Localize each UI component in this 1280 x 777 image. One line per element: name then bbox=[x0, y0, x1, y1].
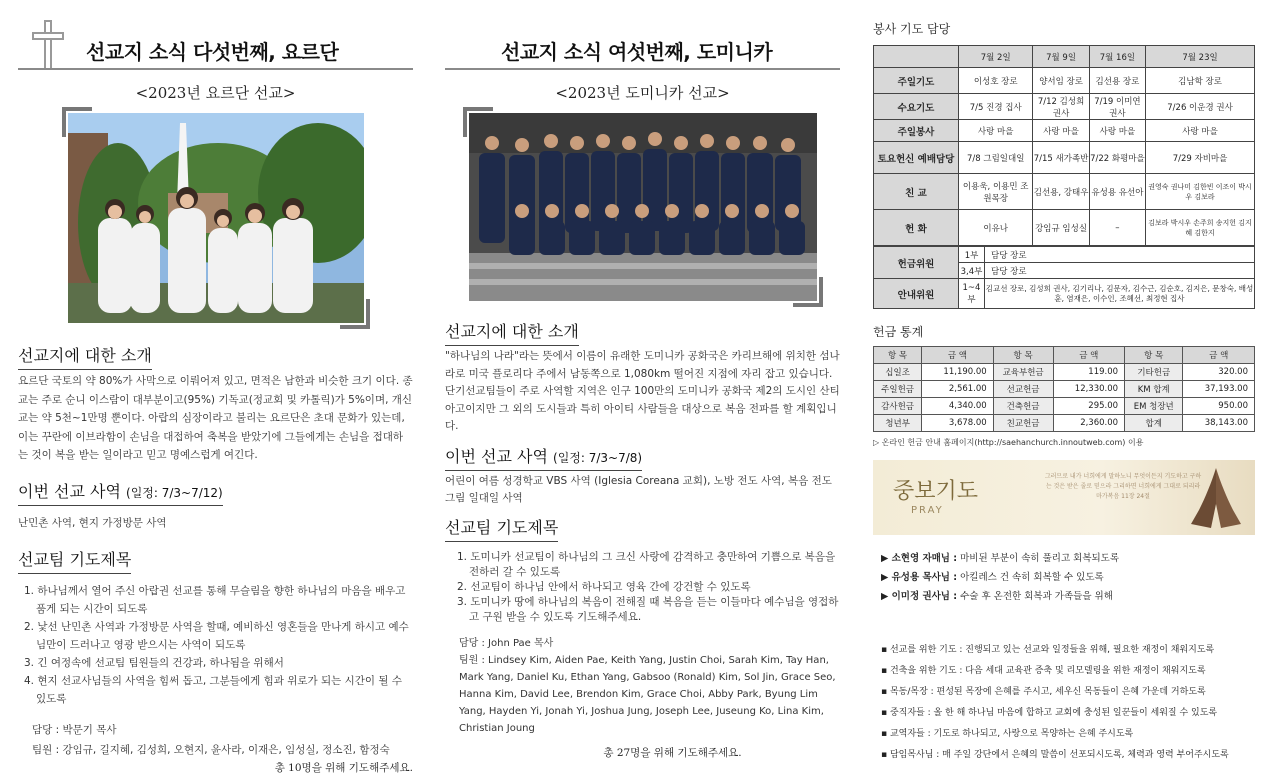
dominica-work-heading bbox=[445, 444, 642, 471]
stats-cell: EM 청장년 bbox=[1125, 398, 1183, 415]
stats-cell: 295.00 bbox=[1053, 398, 1125, 415]
stats-cell: 주일헌금 bbox=[874, 381, 922, 398]
stats-header: 금 액 bbox=[1053, 347, 1125, 364]
table-row bbox=[874, 347, 1255, 364]
duty-cell: 권영숙 권나미 김한빈 이조이 박시우 김보라 bbox=[1146, 174, 1255, 210]
stats-cell: KM 합계 bbox=[1125, 381, 1183, 398]
stats-header: 항 목 bbox=[993, 347, 1053, 364]
banner-subtitle: PRAY bbox=[911, 505, 944, 516]
duty-cell: 김보라 박시우 손주희 송지헌 김지혜 김한지 bbox=[1146, 210, 1255, 246]
duty-date: 7월 16일 bbox=[1089, 46, 1145, 68]
stats-cell: 3,678.00 bbox=[922, 415, 994, 432]
offering-label: 헌금위원 bbox=[874, 247, 959, 279]
stats-cell: 선교헌금 bbox=[993, 381, 1053, 398]
duty-row-label: 헌 화 bbox=[874, 210, 959, 246]
dominica-intro-heading: 선교지에 대한 소개 bbox=[445, 319, 579, 346]
duty-row-label: 주일봉사 bbox=[874, 120, 959, 142]
stats-header: 항 목 bbox=[1125, 347, 1183, 364]
jordan-team-photo bbox=[68, 113, 364, 323]
stats-cell: 2,561.00 bbox=[922, 381, 994, 398]
duty-heading: 봉사 기도 담당 bbox=[873, 22, 951, 36]
duty-cell: 유성용 유선아 bbox=[1089, 174, 1145, 210]
jordan-title: 선교지 소식 다섯번째, 요르단 bbox=[86, 40, 339, 64]
table-row bbox=[874, 68, 1255, 94]
duty-row-label: 수요기도 bbox=[874, 94, 959, 120]
duty-cell: 7/5 진경 집사 bbox=[959, 94, 1033, 120]
dominica-subtitle: <2023년 도미니카 선교> bbox=[555, 84, 730, 102]
duty-row-label: 토요헌신 예배담당 bbox=[874, 142, 959, 174]
jordan-work-section bbox=[18, 465, 413, 533]
jordan-prayer-list bbox=[18, 582, 413, 708]
stats-cell: 320.00 bbox=[1183, 364, 1255, 381]
list-item: 4. 현지 선교사님들의 사역을 힘써 돕고, 그분들에게 힘과 위로가 되는 시간이 될 수 있도록 bbox=[24, 674, 402, 705]
dominica-members: 팀원 : Lindsey Kim, Aiden Pae, Keith Yang, Justin Choi, Sarah Kim, Tay Han, Mark Yang, Daniel Ku, Ethan Yang, Gabsoo (Ronald) Kim, Sol Jin, Grace Seo, Hanna Kim, David Lee, Brendon Kim, Grace Choi, Abby Park, Byung Lim Yang, Hayden Yi, Jonah Yi, Joshua Jung, Joseph Lee, Juseung Ko, Lina Kim, Christian Joung bbox=[459, 654, 836, 734]
stats-cell: 950.00 bbox=[1183, 398, 1255, 415]
stats-header: 항 목 bbox=[874, 347, 922, 364]
stats-cell: 감사헌금 bbox=[874, 398, 922, 415]
stats-cell: 12,330.00 bbox=[1053, 381, 1125, 398]
duty-cell: 7/15 새가족반 bbox=[1033, 142, 1089, 174]
church-info-column bbox=[873, 0, 1255, 766]
jordan-title-bar bbox=[18, 0, 413, 72]
duty-row-label: 주일기도 bbox=[874, 68, 959, 94]
duty-cell: – bbox=[1089, 210, 1145, 246]
duty-cell: 7/26 이운경 권사 bbox=[1146, 94, 1255, 120]
banner-verse: 그러므로 내가 너희에게 말하노니 무엇이든지 기도하고 구하는 것은 받은 줄로 믿으라 그리하면 너희에게 그대로 되리라 마가복음 11장 24절 bbox=[1044, 473, 1202, 500]
sick-text: 아킬레스 건 속히 회복할 수 있도록 bbox=[957, 572, 1104, 583]
cross-icon bbox=[32, 20, 64, 70]
duty-cell: 김선용, 강태우 bbox=[1033, 174, 1089, 210]
dominica-work-text: 어린이 여름 성경학교 VBS 사역 (Iglesia Coreana 교회), 노방 전도 사역, 복음 전도 그림 일대일 사역 bbox=[445, 474, 832, 504]
dominica-title: 선교지 소식 여섯번째, 도미니카 bbox=[501, 40, 773, 64]
list-item bbox=[881, 587, 1255, 606]
table-row bbox=[874, 279, 1255, 309]
list-item bbox=[881, 549, 1255, 568]
dominica-leader: 담당 : John Pae 목사 bbox=[459, 637, 554, 649]
stats-cell: 4,340.00 bbox=[922, 398, 994, 415]
sick-text: 수술 후 온전한 회복과 가족들을 위해 bbox=[957, 591, 1113, 602]
sick-name: ▶ 유성용 목사님 : bbox=[881, 572, 958, 583]
duty-date: 7월 9일 bbox=[1033, 46, 1089, 68]
dominica-photo-frame bbox=[469, 113, 817, 301]
prayer-request-list bbox=[873, 640, 1255, 766]
jordan-prayer-section bbox=[18, 533, 413, 708]
work-heading-label: 이번 선교 사역 bbox=[18, 481, 121, 501]
list-item: ▪ 중직자들 : 올 한 해 하나님 마음에 합하고 교회에 충성된 일꾼들이 세워질 수 있도록 bbox=[881, 708, 1218, 718]
duty-cell: 7/29 자비마을 bbox=[1146, 142, 1255, 174]
dominica-intro-text: "하나님의 나라"라는 뜻에서 이름이 유래한 도미니카 공화국은 카리브해에 위치한 섬나라로 미국 플로리다 주에서 남동쪽으로 1,080km 떨어진 지점에 자리 잡고 있습니다. 단기선교팀들이 주로 사역할 지역은 인구 100만의 도미니카 공화국 제2의 도시인 산티아고이지만 그 외의 도시들과 특히 아이티 사람들을 대상으로 복음 전파를 할 계획입니다. bbox=[445, 350, 840, 432]
table-row bbox=[874, 415, 1255, 432]
jordan-work-heading bbox=[18, 479, 223, 506]
list-item: ▪ 목동/목장 : 편성된 목장에 은혜를 주시고, 세우신 목동들이 은혜 가운데 거하도록 bbox=[881, 687, 1206, 697]
list-item: 2. 낯선 난민촌 사역과 가정방문 사역을 할때, 예비하신 영혼들을 만나게 하시고 예수님만이 드러나고 영광 받으시는 사역이 되도록 bbox=[24, 620, 409, 651]
table-row bbox=[874, 210, 1255, 246]
jordan-work-text: 난민촌 사역, 현지 가정방문 사역 bbox=[18, 516, 167, 529]
online-offering-note: ▷ 온라인 헌금 안내 홈페이지(http://saehanchurch.innoutweb.com) 이용 bbox=[873, 438, 1144, 447]
offering-part: 1부 bbox=[959, 247, 985, 263]
frame-corner bbox=[463, 107, 493, 137]
duty-table bbox=[873, 45, 1255, 246]
stats-cell: 11,190.00 bbox=[922, 364, 994, 381]
title-divider bbox=[445, 68, 840, 70]
offering-part: 3,4부 bbox=[959, 263, 985, 279]
work-heading-label: 이번 선교 사역 bbox=[445, 446, 548, 466]
title-divider bbox=[18, 68, 413, 70]
list-item: 2. 선교팀이 하나님 안에서 하나되고 영육 간에 강건할 수 있도록 bbox=[457, 580, 751, 593]
table-row bbox=[874, 398, 1255, 415]
table-row bbox=[874, 94, 1255, 120]
intercession-banner bbox=[873, 460, 1255, 535]
sick-name: ▶ 이미정 권사님 : bbox=[881, 591, 958, 602]
jordan-intro-text: 요르단 국토의 약 80%가 사막으로 이뤄어져 있고, 면적은 남한과 비슷한 크기 이다. 종교는 주로 순니 이스람이 대부분이고(95%) 기독교(정교회 및 카톨릭)가 5%이며, 개신교는 약 5천~1만명 뿐이다. 아랍의 심장이라고 불리는 요르단은 초대 문화가 있는데, 이는 꾸란에 이브라함이 손님을 대접하여 축복을 받았기에 그들에게는 손님을 접대하는 것이 복을 받는 일이라고 믿고 명예스럽게 여긴다. bbox=[18, 375, 413, 461]
duty-cell: 7/12 김성희 권사 bbox=[1033, 94, 1089, 120]
jordan-leader: 담당 : 박문기 목사 bbox=[32, 723, 117, 736]
stats-cell: 교육부헌금 bbox=[993, 364, 1053, 381]
jordan-intro-heading: 선교지에 대한 소개 bbox=[18, 343, 152, 370]
praying-hands-icon bbox=[1181, 464, 1251, 532]
dominica-column bbox=[445, 0, 840, 760]
stats-cell: 청년부 bbox=[874, 415, 922, 432]
sick-prayer-list bbox=[873, 549, 1255, 606]
duty-cell: 김남학 장로 bbox=[1146, 68, 1255, 94]
work-dates: (일정: 7/3~7/8) bbox=[553, 450, 643, 465]
jordan-subtitle: <2023년 요르단 선교> bbox=[135, 84, 296, 102]
duty-row-label: 친 교 bbox=[874, 174, 959, 210]
jordan-intro-section bbox=[18, 329, 413, 465]
list-item: ▪ 담임목사님 : 매 주일 강단에서 은혜의 말씀이 선포되시도록, 체력과 영력 부어주시도록 bbox=[881, 750, 1229, 760]
sick-name: ▶ 소현영 자매님 : bbox=[881, 553, 958, 564]
duty-cell: 7/22 화평마을 bbox=[1089, 142, 1145, 174]
list-item: ▪ 선교를 위한 기도 : 진행되고 있는 선교와 일정들을 위해, 필요한 재정이 채워지도록 bbox=[881, 645, 1215, 655]
stats-cell: 38,143.00 bbox=[1183, 415, 1255, 432]
frame-corner bbox=[62, 107, 92, 137]
list-item: 1. 도미니카 선교팀이 하나님의 그 크신 사랑에 감격하고 충만하여 기쁨으로 복음을 전하러 갈 수 있도록 bbox=[457, 550, 836, 578]
duty-cell: 사랑 마을 bbox=[1146, 120, 1255, 142]
dominica-total: 총 27명을 위해 기도해주세요. bbox=[603, 746, 742, 759]
stats-heading: 헌금 통계 bbox=[873, 325, 924, 339]
duty-date: 7월 23일 bbox=[1146, 46, 1255, 68]
duty-cell: 7/8 그림일대일 bbox=[959, 142, 1033, 174]
duty-cell: 사랑 마을 bbox=[1033, 120, 1089, 142]
dominica-intro-section bbox=[445, 305, 840, 436]
jordan-members: 팀원 : 강임규, 길지혜, 김성희, 오현지, 윤사라, 이재은, 임성실, 정소진, 함정숙 bbox=[32, 743, 390, 756]
duty-cell: 강임규 임성실 bbox=[1033, 210, 1089, 246]
stats-cell: 2,360.00 bbox=[1053, 415, 1125, 432]
list-item: ▪ 교역자들 : 기도로 하나되고, 사랑으로 목양하는 은혜 주시도록 bbox=[881, 729, 1134, 739]
list-item: 3. 도미니카 땅에 하나님의 복음이 전해질 때 복음을 듣는 이들마다 예수님을 영접하고 구원 받을 수 있도록 기도해주세요. bbox=[457, 595, 839, 623]
duty-corner-cell bbox=[874, 46, 959, 68]
banner-title: 중보기도 bbox=[893, 479, 979, 504]
dominica-work-section bbox=[445, 436, 840, 507]
frame-corner bbox=[340, 299, 370, 329]
list-item bbox=[881, 568, 1255, 587]
table-row bbox=[874, 174, 1255, 210]
duty-cell: 이용욱, 이용민 조원목장 bbox=[959, 174, 1033, 210]
stats-cell: 119.00 bbox=[1053, 364, 1125, 381]
stats-cell: 십일조 bbox=[874, 364, 922, 381]
duty-cell: 사랑 마을 bbox=[959, 120, 1033, 142]
list-item: ▪ 건축을 위한 기도 : 다음 세대 교육관 증축 및 리모델링을 위한 재정이 채워지도록 bbox=[881, 666, 1206, 676]
table-row bbox=[874, 364, 1255, 381]
jordan-photo-frame bbox=[68, 113, 364, 323]
duty-cell: 이성호 장로 bbox=[959, 68, 1033, 94]
duty-cell: 김선용 장로 bbox=[1089, 68, 1145, 94]
usher-part: 1~4부 bbox=[959, 279, 985, 309]
stats-cell: 37,193.00 bbox=[1183, 381, 1255, 398]
stats-cell: 기타헌금 bbox=[1125, 364, 1183, 381]
stats-header: 금 액 bbox=[1183, 347, 1255, 364]
list-item: 3. 긴 여정속에 선교팀 팀원들의 건강과, 하나됨을 위해서 bbox=[24, 656, 284, 669]
dominica-team-photo bbox=[469, 113, 817, 301]
duty-cell: 7/19 이미연 권사 bbox=[1089, 94, 1145, 120]
table-row bbox=[874, 142, 1255, 174]
table-row bbox=[874, 120, 1255, 142]
duty-cell: 이유나 bbox=[959, 210, 1033, 246]
jordan-prayer-heading: 선교팀 기도제목 bbox=[18, 547, 131, 574]
jordan-total: 총 10명을 위해 기도해주세요. bbox=[274, 761, 413, 774]
offering-value: 담당 장로 bbox=[985, 263, 1255, 279]
table-row bbox=[874, 247, 1255, 263]
stats-cell: 건축헌금 bbox=[993, 398, 1053, 415]
jordan-column bbox=[18, 0, 413, 775]
work-dates: (일정: 7/3~7/12) bbox=[126, 485, 223, 500]
usher-value: 김교선 장로, 김성희 권사, 김기리나, 김문자, 김수근, 김순호, 김지은, 문창숙, 배성훈, 염재은, 이수인, 조혜선, 최정현 집사 bbox=[985, 279, 1255, 309]
stats-table bbox=[873, 346, 1255, 432]
dominica-prayer-list bbox=[445, 550, 840, 625]
duty-cell: 사랑 마을 bbox=[1089, 120, 1145, 142]
dominica-prayer-heading: 선교팀 기도제목 bbox=[445, 515, 558, 542]
stats-cell: 친교헌금 bbox=[993, 415, 1053, 432]
duty-date: 7월 2일 bbox=[959, 46, 1033, 68]
frame-corner bbox=[793, 277, 823, 307]
offering-value: 담당 장로 bbox=[985, 247, 1255, 263]
dominica-prayer-section bbox=[445, 507, 840, 625]
duty-cell: 양서임 장로 bbox=[1033, 68, 1089, 94]
stats-header: 금 액 bbox=[922, 347, 994, 364]
sick-text: 마비된 부분이 속히 풀리고 회복되도록 bbox=[957, 553, 1120, 564]
list-item: 1. 하나님께서 열어 주신 아랍권 선교를 통해 무슬림을 향한 하나님의 마음을 배우고 품게 되는 시간이 되도록 bbox=[24, 584, 406, 615]
stats-cell: 합계 bbox=[1125, 415, 1183, 432]
usher-label: 안내위원 bbox=[874, 279, 959, 309]
offering-usher-table bbox=[873, 246, 1255, 309]
dominica-title-bar bbox=[445, 0, 840, 72]
table-row bbox=[874, 381, 1255, 398]
